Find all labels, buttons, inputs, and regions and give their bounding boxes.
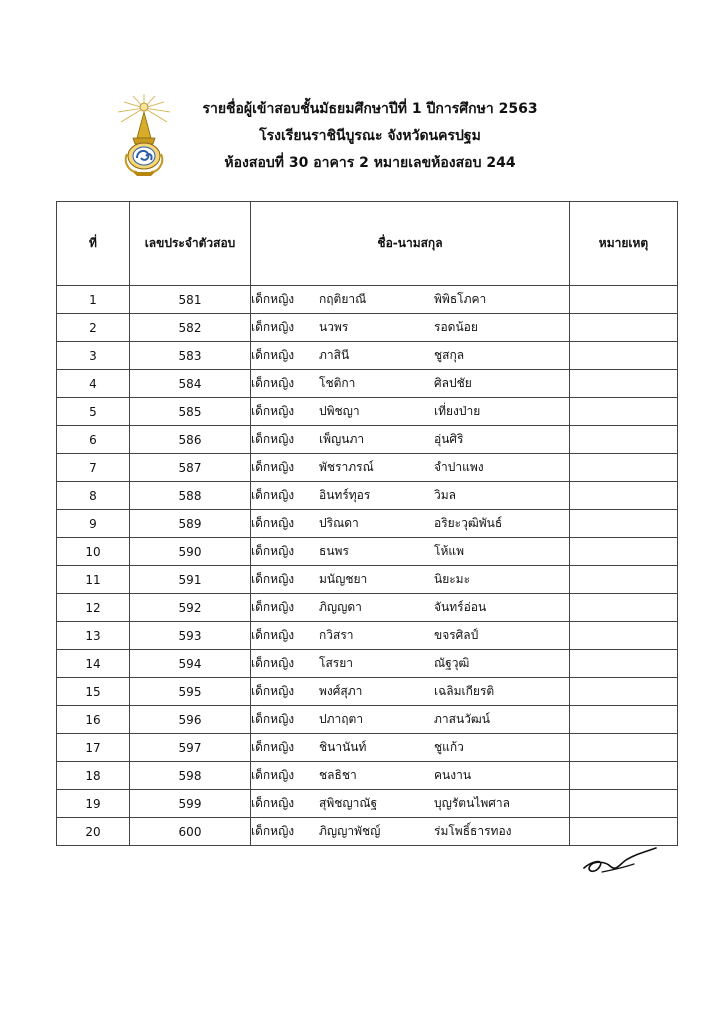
row-number: 5 [57, 398, 130, 426]
last-name: อุ่นศิริ [434, 432, 464, 446]
last-name: นิยะมะ [434, 572, 471, 586]
name-prefix: เด็กหญิง [251, 320, 295, 334]
exam-id-cell: 595 [130, 678, 251, 706]
first-name: โชติกา [319, 376, 356, 390]
last-name: โห้แพ [434, 544, 464, 558]
remark-cell [570, 454, 678, 482]
remark-cell [570, 510, 678, 538]
exam-id-cell: 599 [130, 790, 251, 818]
remark-cell [570, 734, 678, 762]
row-number: 6 [57, 426, 130, 454]
table-row [57, 706, 678, 734]
name-prefix: เด็กหญิง [251, 348, 295, 362]
table-row [57, 370, 678, 398]
name-prefix: เด็กหญิง [251, 488, 295, 502]
student-name-cell [251, 454, 570, 482]
last-name: ศิลปชัย [434, 376, 472, 390]
first-name: โสรยา [319, 656, 353, 670]
table-row [57, 790, 678, 818]
last-name: ภาสนวัฒน์ [434, 712, 490, 726]
row-number: 13 [57, 622, 130, 650]
remark-cell [570, 678, 678, 706]
student-name-cell [251, 762, 570, 790]
row-number: 9 [57, 510, 130, 538]
table-header-row [57, 202, 678, 286]
exam-id-cell: 587 [130, 454, 251, 482]
row-number: 19 [57, 790, 130, 818]
name-prefix: เด็กหญิง [251, 712, 295, 726]
exam-id-cell: 588 [130, 482, 251, 510]
header-title-line: รายชื่อผู้เข้าสอบชั้นมัธยมศึกษาปีที่ 1 ปีการศึกษา 2563 [202, 101, 538, 117]
last-name: จำปาแพง [434, 460, 484, 474]
row-number: 12 [57, 594, 130, 622]
row-number: 17 [57, 734, 130, 762]
row-number: 15 [57, 678, 130, 706]
row-number: 16 [57, 706, 130, 734]
first-name: อินทร์ทุอร [319, 488, 371, 502]
last-name: ณัฐวุฒิ [434, 656, 470, 670]
student-name-cell [251, 650, 570, 678]
remark-cell [570, 790, 678, 818]
last-name: จันทร์อ่อน [434, 600, 487, 614]
last-name: ขจรศิลป์ [434, 628, 479, 642]
exam-id-cell: 598 [130, 762, 251, 790]
name-prefix: เด็กหญิง [251, 376, 295, 390]
header-remark: หมายเหตุ [570, 202, 678, 286]
remark-cell [570, 342, 678, 370]
student-name-cell [251, 566, 570, 594]
table-body [57, 286, 678, 846]
last-name: คนงาน [434, 768, 472, 782]
student-name-cell [251, 734, 570, 762]
student-name-cell [251, 594, 570, 622]
row-number: 7 [57, 454, 130, 482]
name-prefix: เด็กหญิง [251, 684, 295, 698]
remark-cell [570, 314, 678, 342]
header-exam-id: เลขประจำตัวสอบ [130, 202, 251, 286]
row-number: 11 [57, 566, 130, 594]
student-name-cell [251, 426, 570, 454]
remark-cell [570, 426, 678, 454]
student-name-cell [251, 790, 570, 818]
first-name: ปพิชญา [319, 404, 360, 418]
exam-id-cell: 592 [130, 594, 251, 622]
first-name: ชลธิชา [319, 768, 357, 782]
last-name: ร่มโพธิ์ธารทอง [434, 824, 512, 838]
student-name-cell [251, 510, 570, 538]
remark-cell [570, 566, 678, 594]
name-prefix: เด็กหญิง [251, 656, 295, 670]
exam-id-cell: 586 [130, 426, 251, 454]
first-name: มนัญชยา [319, 572, 368, 586]
remark-cell [570, 594, 678, 622]
exam-id-cell: 589 [130, 510, 251, 538]
exam-id-cell: 597 [130, 734, 251, 762]
name-prefix: เด็กหญิง [251, 796, 295, 810]
first-name: ภิญญาพัชญ์ [319, 824, 381, 838]
exam-id-cell: 583 [130, 342, 251, 370]
school-crest-icon [113, 92, 175, 176]
first-name: ภิญญดา [319, 600, 362, 614]
last-name: ชูแก้ว [434, 740, 464, 754]
last-name: เที่ยงป่าย [434, 404, 481, 418]
table-row [57, 426, 678, 454]
name-prefix: เด็กหญิง [251, 572, 295, 586]
student-name-cell [251, 398, 570, 426]
last-name: ชูสกุล [434, 348, 465, 362]
name-prefix: เด็กหญิง [251, 460, 295, 474]
table-row [57, 454, 678, 482]
table-row [57, 622, 678, 650]
table-row [57, 594, 678, 622]
student-name-cell [251, 482, 570, 510]
remark-cell [570, 482, 678, 510]
name-prefix: เด็กหญิง [251, 768, 295, 782]
first-name: ชินานันท์ [319, 740, 367, 754]
name-prefix: เด็กหญิง [251, 824, 295, 838]
table-row [57, 314, 678, 342]
first-name: นวพร [319, 320, 349, 334]
remark-cell [570, 706, 678, 734]
table-row [57, 510, 678, 538]
row-number: 3 [57, 342, 130, 370]
last-name: รอดน้อย [434, 320, 478, 334]
row-number: 8 [57, 482, 130, 510]
exam-id-cell: 596 [130, 706, 251, 734]
name-prefix: เด็กหญิง [251, 516, 295, 530]
remark-cell [570, 622, 678, 650]
exam-id-cell: 591 [130, 566, 251, 594]
last-name: พิพิธโภคา [434, 292, 487, 306]
exam-id-cell: 594 [130, 650, 251, 678]
student-name-cell [251, 706, 570, 734]
exam-id-cell: 584 [130, 370, 251, 398]
first-name: ภาสินี [319, 348, 350, 362]
student-name-cell [251, 622, 570, 650]
exam-id-cell: 600 [130, 818, 251, 846]
exam-roster-table [56, 201, 678, 846]
last-name: บุญรัตนไพศาล [434, 796, 510, 810]
first-name: พงศ์สุภา [319, 684, 363, 698]
table-row [57, 538, 678, 566]
first-name: ปภาฤตา [319, 712, 364, 726]
exam-id-cell: 590 [130, 538, 251, 566]
first-name: ปริณดา [319, 516, 359, 530]
last-name: อริยะวุฒิพันธ์ [434, 516, 503, 530]
student-name-cell [251, 538, 570, 566]
row-number: 4 [57, 370, 130, 398]
row-number: 10 [57, 538, 130, 566]
remark-cell [570, 286, 678, 314]
header-full-name: ชื่อ-นามสกุล [251, 202, 570, 286]
first-name: ธนพร [319, 544, 349, 558]
first-name: สุพิชญาณัฐ [319, 796, 378, 810]
table-row [57, 734, 678, 762]
header-room-line: ห้องสอบที่ 30 อาคาร 2 หมายเลขห้องสอบ 244 [224, 155, 516, 171]
first-name: กวิสรา [319, 628, 354, 642]
student-name-cell [251, 314, 570, 342]
name-prefix: เด็กหญิง [251, 628, 295, 642]
name-prefix: เด็กหญิง [251, 544, 295, 558]
row-number: 18 [57, 762, 130, 790]
first-name: กฤติยาณี [319, 292, 367, 306]
table-row [57, 286, 678, 314]
exam-id-cell: 581 [130, 286, 251, 314]
table-row [57, 762, 678, 790]
student-name-cell [251, 342, 570, 370]
first-name: พัชราภรณ์ [319, 460, 374, 474]
signature-icon [582, 842, 662, 878]
table-row [57, 650, 678, 678]
student-name-cell [251, 370, 570, 398]
first-name: เพ็ญนภา [319, 432, 365, 446]
row-number: 1 [57, 286, 130, 314]
row-number: 2 [57, 314, 130, 342]
table-row [57, 482, 678, 510]
student-name-cell [251, 678, 570, 706]
student-name-cell [251, 286, 570, 314]
name-prefix: เด็กหญิง [251, 432, 295, 446]
remark-cell [570, 762, 678, 790]
header-no: ที่ [57, 202, 130, 286]
name-prefix: เด็กหญิง [251, 404, 295, 418]
student-name-cell [251, 818, 570, 846]
table-row [57, 678, 678, 706]
remark-cell [570, 538, 678, 566]
remark-cell [570, 650, 678, 678]
table-row [57, 566, 678, 594]
exam-id-cell: 585 [130, 398, 251, 426]
document-header [180, 96, 560, 177]
exam-id-cell: 593 [130, 622, 251, 650]
remark-cell [570, 370, 678, 398]
row-number: 14 [57, 650, 130, 678]
exam-id-cell: 582 [130, 314, 251, 342]
name-prefix: เด็กหญิง [251, 292, 295, 306]
last-name: เฉลิมเกียรติ [434, 684, 495, 698]
header-school-line: โรงเรียนราชินีบูรณะ จังหวัดนครปฐม [259, 128, 481, 144]
name-prefix: เด็กหญิง [251, 600, 295, 614]
table-row [57, 398, 678, 426]
last-name: วิมล [434, 488, 457, 502]
table-row [57, 342, 678, 370]
remark-cell [570, 398, 678, 426]
name-prefix: เด็กหญิง [251, 740, 295, 754]
row-number: 20 [57, 818, 130, 846]
